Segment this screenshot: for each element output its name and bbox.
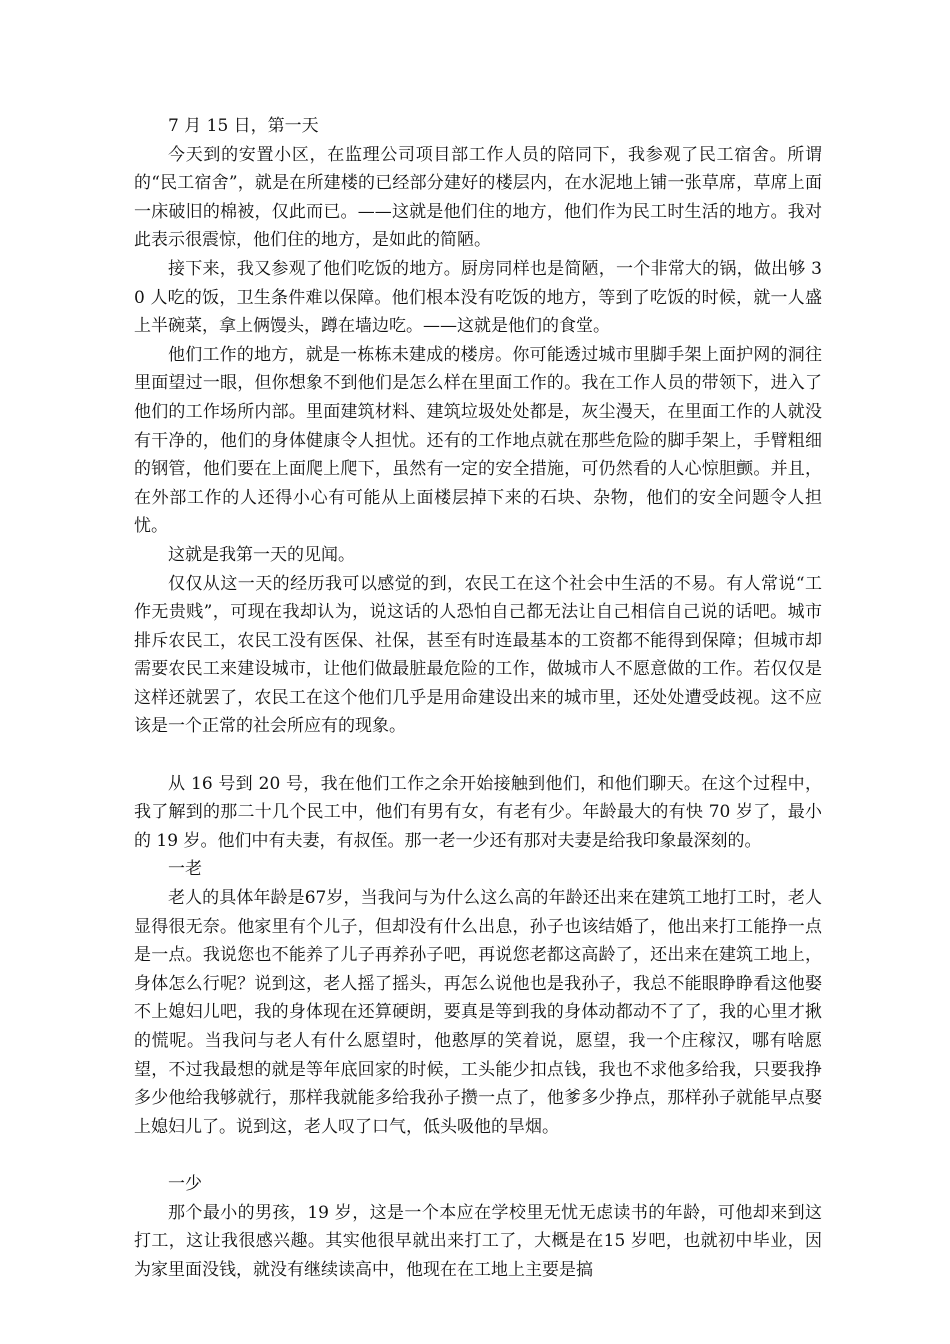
paragraph-old-man: 老人的具体年龄是67岁，当我问与为什么这么高的年龄还出来在建筑工地打工时，老人显得很无奈。他家里有个儿子，但却没有什么出息，孙子也该结婚了，他出来打工能挣一点是一点。我说您也不能养了儿子再养孙子吧，再说您老都这高龄了，还出来在建筑工地上，身体怎么行呢？说到这，老人摇了摇头，再怎么说他也是我孙子，我总不能眼睁睁看这他娶不上媳妇儿吧，我的身体现在还算硬朗，要真是等到我的身体动都动不了了，我的心里才揪的慌呢。当我问与老人有什么愿望时，他憨厚的笑着说，愿望，我一个庄稼汉，哪有啥愿望，不过我最想的就是等年底回家的时候，工头能少扣点钱，我也不求他多给我，只要我挣多少他给我够就行，那样我就能多给我孙子攒一点了，他爹多少挣点，那样孙子就能早点娶上媳妇儿了。说到这，老人叹了口气，低头吸他的旱烟。 — [134, 888, 822, 1137]
section-heading-old: 一老 — [168, 859, 202, 880]
section-heading-young: 一少 — [168, 1173, 202, 1194]
paragraph-reflection: 仅仅从这一天的经历我可以感觉的到，农民工在这个社会中生活的不易。有人常说“工作无贵贱”，可现在我却认为，说这话的人恐怕自己都无法让自己相信自己说的话吧。城市排斥农民工，农民工没有医保、社保，甚至有时连最基本的工资都不能得到保障；但城市却需要农民工来建设城市，让他们做最脏最危险的工作，做城市人不愿意做的工作。若仅仅是这样还就罢了，农民工在这个他们几乎是用命建设出来的城市里，还处处遭受歧视。这不应该是一个正常的社会所应有的现象。 — [134, 573, 822, 737]
paragraph-young-man: 那个最小的男孩，19 岁，这是一个本应在学校里无忧无虑读书的年龄，可他却来到这打工，这让我很感兴趣。其实他很早就出来打工了，大概是在15 岁吧，也就初中毕业，因为家里面没钱，就没有继续读高中，他现在在工地上主要是搞 — [134, 1202, 822, 1280]
paragraph-dormitory: 今天到的安置小区，在监理公司项目部工作人员的陪同下，我参观了民工宿舍。所谓的“民工宿舍”，就是在所建楼的已经部分建好的楼层内，在水泥地上铺一张草席，草席上面一床破旧的棉被，仅此而已。——这就是他们住的地方，他们作为民工时生活的地方。我对此表示很震惊，他们住的地方，是如此的简陋。 — [134, 144, 822, 251]
paragraph-canteen: 接下来，我又参观了他们吃饭的地方。厨房同样也是简陋，一个非常大的锅，做出够 30 人吃的饭，卫生条件难以保障。他们根本没有吃饭的地方，等到了吃饭的时候，就一人盛上半碗菜，拿上俩馒头，蹲在墙边吃。——这就是他们的食堂。 — [134, 258, 822, 337]
blank-line — [134, 1141, 822, 1170]
paragraph-first-day-summary: 这就是我第一天的见闻。 — [168, 544, 355, 565]
date-heading: 7 月 15 日，第一天 — [168, 116, 319, 136]
paragraph-contact: 从 16 号到 20 号，我在他们工作之余开始接触到他们，和他们聊天。在这个过程中，我了解到的那二十几个民工中，他们有男有女，有老有少。年龄最大的有快 70 岁了，最小的 19 岁。他们中有夫妻，有叔侄。那一老一少还有那对夫妻是给我印象最深刻的。 — [134, 773, 822, 851]
paragraph-worksite: 他们工作的地方，就是一栋栋未建成的楼房。你可能透过城市里脚手架上面护网的洞往里面望过一眼，但你想象不到他们是怎么样在里面工作的。我在工作人员的带领下，进入了他们的工作场所内部。里面建筑材料、建筑垃圾处处都是，灰尘漫天，在里面工作的人就没有干净的，他们的身体健康令人担忧。还有的工作地点就在那些危险的脚手架上，手臂粗细的钢管，他们要在上面爬上爬下，虽然有一定的安全措施，可仍然看的人心惊胆颤。并且，在外部工作的人还得小心有可能从上面楼层掉下来的石块、杂物，他们的安全问题令人担忧。 — [134, 344, 822, 537]
document-body — [134, 112, 822, 1284]
blank-line — [134, 741, 822, 770]
